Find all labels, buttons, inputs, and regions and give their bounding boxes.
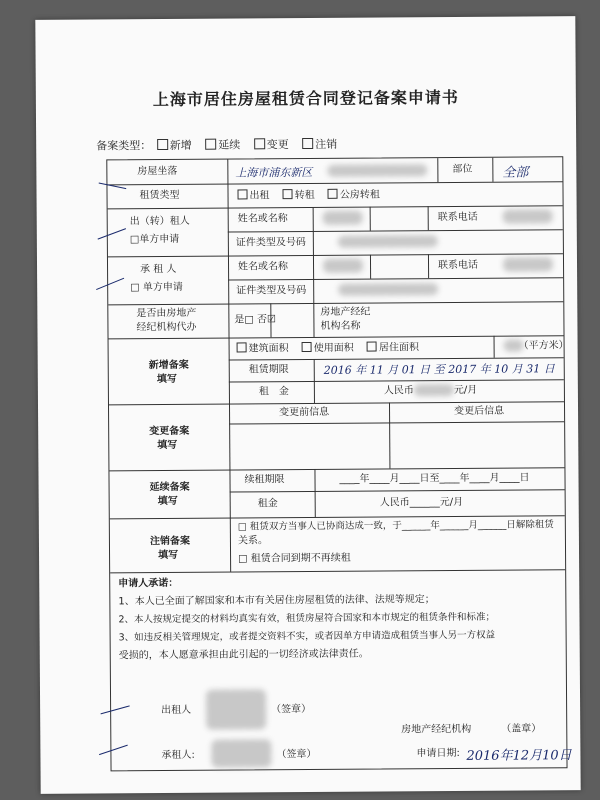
checkbox-change[interactable] <box>254 138 265 149</box>
change-before-label: 变更前信息 <box>279 406 330 419</box>
lessor-sub: □单方申请 <box>129 233 180 246</box>
checkbox-usable-area[interactable] <box>302 342 312 352</box>
agency-name-label-2: 机构名称 <box>320 320 361 332</box>
checkbox-new[interactable] <box>157 139 168 150</box>
redacted-tenant-name <box>323 259 363 273</box>
form-title: 上海市居住房屋租赁合同登记备案申请书 <box>152 87 459 110</box>
redacted-lessor-name <box>323 211 363 225</box>
tenant-name-label: 姓名或名称 <box>237 261 289 273</box>
lessor-name-label: 姓名或名称 <box>237 213 288 225</box>
checkbox-sublet[interactable] <box>283 189 293 199</box>
redacted-tenant-phone <box>503 257 553 271</box>
application-form-paper <box>35 16 580 794</box>
cancel-filing-label-1: 注销备案 <box>149 535 190 548</box>
redacted-tenant-signature <box>211 739 271 767</box>
renew-filing-label-2: 填写 <box>157 495 178 508</box>
date-label: 申请日期: <box>416 747 460 760</box>
cancel-option-2[interactable]: □ 租赁合同到期不再续租 <box>238 552 351 565</box>
part-label: 部位 <box>452 163 473 175</box>
date-value: 2016年12月10日 <box>466 748 572 764</box>
filing-type-new: 新增 <box>169 138 192 152</box>
renew-period-label: 续租期限 <box>244 474 285 486</box>
checkbox-public-sublet[interactable] <box>328 189 338 199</box>
lease-type-label: 租赁类型 <box>139 189 180 202</box>
renew-filing-label-1: 延续备案 <box>149 481 190 494</box>
tenant-seal: （签章） <box>276 748 317 761</box>
redacted-address <box>327 164 427 177</box>
area-living: 居住面积 <box>378 342 420 354</box>
agency-question-label-1: 是否由房地产 <box>136 307 197 320</box>
redacted-rent <box>414 384 454 396</box>
pledge-heading: 申请人承诺： <box>118 577 179 590</box>
agency-name-label-1: 房地产经纪 <box>320 306 371 318</box>
checkbox-living-area[interactable] <box>367 342 377 352</box>
agency-seal: （盖章） <box>501 723 542 735</box>
filing-type-change: 变更 <box>266 138 289 152</box>
agency-question-label-2: 经纪机构代办 <box>136 321 197 334</box>
tenant-label: 承 租 人 <box>140 263 177 276</box>
lease-type-public-sublet: 公房转租 <box>339 189 380 201</box>
cancel-option-1b: 关系。 <box>237 535 268 547</box>
checkbox-rent-out[interactable] <box>237 189 247 199</box>
part-value: 全部 <box>502 165 529 181</box>
lease-type-options <box>237 188 379 202</box>
filing-type-label: 备案类型： <box>96 139 152 153</box>
new-rent-label: 租 金 <box>258 386 289 398</box>
area-unit: （平方米） <box>518 340 569 352</box>
tenant-phone-label: 联系电话 <box>437 259 479 272</box>
lease-type-rent-out: 出租 <box>249 190 270 202</box>
lessor-label: 出（转）租人 <box>129 215 190 228</box>
location-value: 上海市浦东新区 <box>235 165 313 180</box>
checkbox-building-area[interactable] <box>237 342 247 352</box>
tenant-id-label: 证件类型及号码 <box>236 285 307 297</box>
area-usable: 使用面积 <box>313 342 354 354</box>
renew-rent-value: 人民币______元/月 <box>379 496 464 509</box>
renew-rent-label: 租金 <box>257 498 278 510</box>
cancel-option-1a[interactable]: □ 租赁双方当事人已协商达成一致，于______年______月______日解除租赁 <box>237 519 554 533</box>
location-label: 房屋坐落 <box>137 165 178 178</box>
new-period-label: 租赁期限 <box>248 364 289 376</box>
checkbox-cancel[interactable] <box>302 138 313 149</box>
form-table <box>106 156 572 771</box>
new-filing-label-2: 填写 <box>156 373 177 386</box>
lessor-seal: （签章） <box>271 703 312 716</box>
lessor-id-label: 证件类型及号码 <box>235 237 306 249</box>
lessor-signature-label: 出租人 <box>161 704 192 717</box>
area-options <box>237 341 419 355</box>
redacted-tenant-id <box>338 283 438 296</box>
change-filing-label-1: 变更备案 <box>149 425 190 438</box>
change-filing-label-2: 填写 <box>157 439 178 452</box>
checkbox-renew[interactable] <box>205 139 216 150</box>
tenant-sub: □ 单方申请 <box>130 281 183 294</box>
pledge-item-4: 受损的，本人愿意承担由此引起的一切经济或法律责任。 <box>118 648 369 662</box>
tenant-signature-label: 承租人: <box>161 749 195 762</box>
filing-type-row <box>96 136 337 154</box>
renew-period-value: ____年____月____日至____年____月____日 <box>339 472 530 485</box>
cancel-filing-label-2: 填写 <box>158 549 179 562</box>
new-rent-value: 人民币 元/月 <box>383 384 478 397</box>
agency-seal-label: 房地产经纪机构 <box>401 723 472 736</box>
filing-type-renew: 延续 <box>218 138 241 152</box>
agency-question-value[interactable]: 是□ 否☑ <box>234 314 277 326</box>
pledge-item-3: 3、如违反相关管理规定，或者提交资料不实，或者因单方申请造成租赁当事人另一方权益 <box>118 629 496 644</box>
lessor-phone-label: 联系电话 <box>437 211 478 224</box>
lease-type-sublet: 转租 <box>294 189 315 202</box>
filing-type-cancel: 注销 <box>315 137 338 151</box>
redacted-lessor-signature <box>206 689 266 729</box>
pledge-item-1: 1、本人已全面了解国家和本市有关居住房屋租赁的法律、法规等规定； <box>118 594 435 608</box>
area-building: 建筑面积 <box>248 343 289 355</box>
redacted-lessor-phone <box>503 209 553 223</box>
pledge-item-2: 2、本人按规定提交的材料均真实有效，租赁房屋符合国家和本市规定的租赁条件和标准； <box>118 611 496 626</box>
change-after-label: 变更后信息 <box>454 405 505 417</box>
new-period-value: 2016 年 11 月 01 日 至 2017 年 10 月 31 日 <box>323 362 555 377</box>
redacted-lessor-id <box>338 235 438 248</box>
new-filing-label-1: 新增备案 <box>148 359 189 372</box>
